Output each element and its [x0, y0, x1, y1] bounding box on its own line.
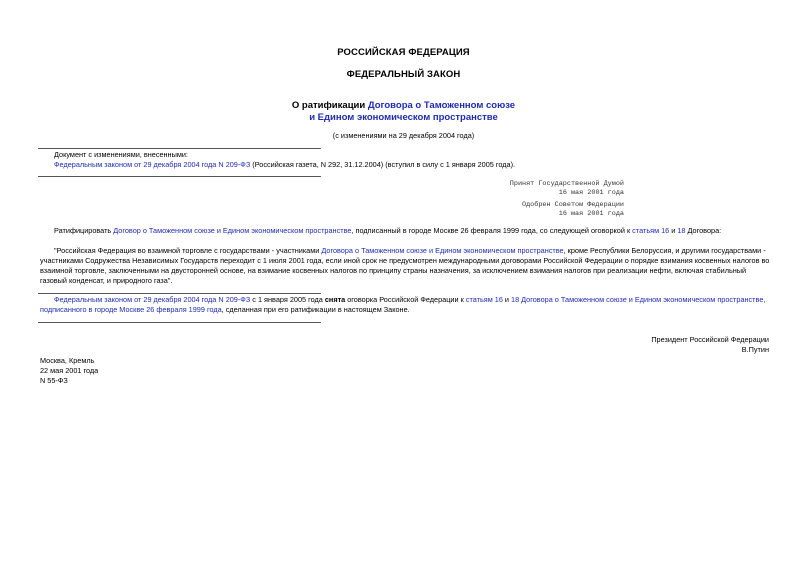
amendment-note: (с изменениями на 29 декабря 2004 года)	[332, 131, 475, 140]
amendments-box	[54, 150, 754, 170]
council-approval-date: 16 мая 2001 года	[558, 210, 624, 218]
council-approval	[400, 201, 624, 219]
duma-adoption	[400, 180, 624, 198]
signing-place: Москва, Кремль	[40, 356, 95, 365]
note-bottom-divider	[38, 322, 321, 323]
place-date-block	[40, 356, 240, 386]
title-prefix: О ратификации	[291, 100, 368, 111]
note-box: Федеральным законом от 29 декабря 2004 года N 209-ФЗ с 1 января 2005 года снята оговорка Российской Федерации к статьям 16 и 18 Договора о Таможенном союзе и Едином экономическом пространстве, подписанного в городе Москве 26 февраля 1999 года, сделанная при его ратификации в настоящем Законе.	[40, 295, 766, 314]
amendments-line	[54, 160, 754, 170]
duma-adoption-date: 16 мая 2001 года	[558, 189, 624, 197]
law-number: N 55-ФЗ	[40, 376, 68, 385]
signature-position: Президент Российской Федерации	[651, 335, 769, 344]
title-treaty-link-line2[interactable]: и Едином экономическом пространстве	[309, 112, 498, 123]
note-top-divider	[38, 293, 321, 294]
top-divider	[38, 148, 321, 149]
note-article-16-link[interactable]: статьям 16	[465, 295, 503, 304]
reservation-treaty-link[interactable]: Договора о Таможенном союзе и Едином экономическом пространстве	[321, 246, 564, 255]
note-law-link[interactable]: Федеральным законом от 29 декабря 2004 года N 209-ФЗ	[54, 295, 251, 304]
article-18-link[interactable]: 18	[677, 226, 686, 235]
signing-date: 22 мая 2001 года	[40, 366, 99, 375]
treaty-link[interactable]: Договор о Таможенном союзе и Едином экономическом пространстве	[113, 226, 352, 235]
note-article-18-link[interactable]: 18 Договора о Таможенном союзе и Едином экономическом пространстве, подписанного в городе Москве 26 февраля 1999 года	[40, 295, 766, 314]
removed-word: снята	[324, 295, 346, 304]
amendment-details: (Российская газета, N 292, 31.12.2004) (вступил в силу с 1 января 2005 года).	[250, 160, 516, 169]
signature-name: В.Путин	[741, 345, 769, 354]
council-approval-label: Одобрен Советом Федерации	[522, 201, 624, 209]
amendments-label: Документ с изменениями, внесенными:	[54, 150, 188, 159]
signature-block	[500, 335, 769, 355]
duma-adoption-label: Принят Государственной Думой	[509, 180, 624, 188]
reservation-paragraph: "Российская Федерация во взаимной торговле с государствами - участниками Договора о Таможенном союзе и Едином экономическом пространстве, кроме Республики Белоруссия, и другими государствами - участниками Содружества Независимых Государств переходит с 1 июля 2001 года, если иной срок не предусмотрен международными договорами Российской Федерации о порядке взимания косвенных налогов во взаимной торговле, заключенными на двусторонней основе, на взимание косвенных налогов по принципу страны назначения, за исключением взимания налогов при реализации нефти, включая стабильный газовый конденсат, и природного газа".	[40, 246, 770, 285]
document-title	[0, 100, 807, 124]
amendment-law-link[interactable]: Федеральным законом от 29 декабря 2004 года N 209-ФЗ	[54, 160, 251, 169]
amendments-divider	[38, 176, 321, 177]
country-heading: РОССИЙСКАЯ ФЕДЕРАЦИЯ	[337, 47, 470, 58]
doc-type-heading: ФЕДЕРАЛЬНЫЙ ЗАКОН	[346, 69, 461, 80]
ratification-paragraph: Ратифицировать Договор о Таможенном союзе и Едином экономическом пространстве, подписанный в городе Москве 26 февраля 1999 года, со следующей оговоркой к статьям 16 и 18 Договора:	[54, 226, 722, 235]
title-treaty-link[interactable]: Договора о Таможенном союзе	[367, 100, 516, 111]
article-16-link[interactable]: статьям 16	[632, 226, 670, 235]
